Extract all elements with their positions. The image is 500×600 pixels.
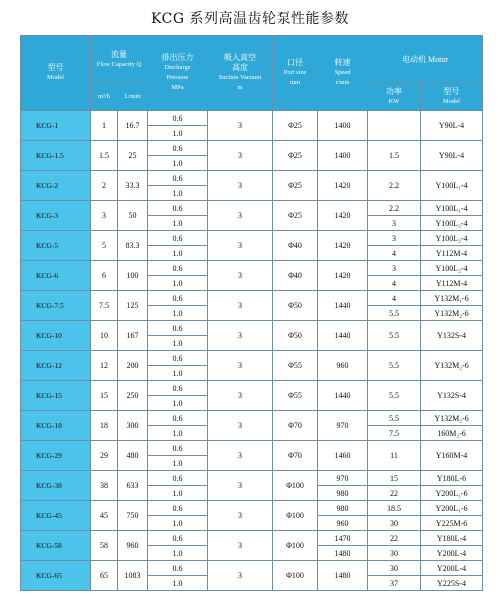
speed-cell: 960	[318, 516, 368, 531]
flow-m3h-cell: 1.5	[91, 141, 118, 171]
model-cell: KCG-65	[21, 561, 91, 591]
motor-model-cell: Y132S-4	[421, 321, 483, 351]
suction-cell: 3	[208, 261, 273, 291]
flow-lmin-cell: 100	[118, 261, 148, 291]
pressure-cell: 1.0	[148, 546, 208, 561]
pressure-cell: 0.6	[148, 531, 208, 546]
port-cell: Φ40	[273, 231, 318, 261]
speed-cell: 1440	[318, 291, 368, 321]
motor-model-cell: Y90L-4	[421, 141, 483, 171]
flow-m3h-cell: 1	[91, 111, 118, 141]
suction-header: 吸入真空 高度 Suction Vacuum m	[208, 36, 273, 111]
pressure-cell: 0.6	[148, 351, 208, 366]
pressure-cell: 0.6	[148, 231, 208, 246]
motor-power-cell: 2.2	[368, 201, 421, 216]
motor-power-cell: 4	[368, 276, 421, 291]
speed-cell: 1400	[318, 141, 368, 171]
flow-lmin-cell: 83.3	[118, 231, 148, 261]
suction-cell: 3	[208, 501, 273, 531]
motor-power-cell: 5.5	[368, 411, 421, 426]
motor-power-cell: 30	[368, 516, 421, 531]
suction-cell: 3	[208, 141, 273, 171]
flow-m3h-cell: 45	[91, 501, 118, 531]
motor-model-cell: Y90L-4	[421, 111, 483, 141]
motor-power-cell: 1.5	[368, 141, 421, 171]
flow-m3h-cell: 10	[91, 321, 118, 351]
motor-power-cell: 30	[368, 546, 421, 561]
motor-power-cell: 4	[368, 291, 421, 306]
pressure-cell: 0.6	[148, 261, 208, 276]
port-header: 口径 Port size mm	[273, 36, 318, 111]
speed-cell: 1420	[318, 231, 368, 261]
pressure-cell: 0.6	[148, 441, 208, 456]
pressure-cell: 1.0	[148, 366, 208, 381]
motor-power-cell: 22	[368, 486, 421, 501]
table-row	[21, 111, 483, 126]
motor-header: 电动机 Motor	[368, 36, 483, 84]
motor-model-cell: Y100L₂-4	[421, 231, 483, 246]
motor-model-cell: Y132M₂-6	[421, 351, 483, 381]
suction-cell: 3	[208, 111, 273, 141]
suction-cell: 3	[208, 231, 273, 261]
suction-cell: 3	[208, 171, 273, 201]
suction-cell: 3	[208, 291, 273, 321]
flow-unit-lmin: L/min	[118, 84, 148, 111]
motor-power-cell: 4	[368, 246, 421, 261]
motor-model-cell: Y132S-4	[421, 381, 483, 411]
flow-m3h-cell: 3	[91, 201, 118, 231]
model-cell: KCG-5	[21, 231, 91, 261]
motor-power-cell: 5.5	[368, 306, 421, 321]
flow-lmin-cell: 167	[118, 321, 148, 351]
flow-m3h-cell: 29	[91, 441, 118, 471]
motor-model-cell: Y180L-6	[421, 471, 483, 486]
speed-cell: 960	[318, 351, 368, 381]
pressure-cell: 1.0	[148, 456, 208, 471]
pressure-cell: 0.6	[148, 411, 208, 426]
port-cell: Φ25	[273, 111, 318, 141]
speed-cell: 1460	[318, 441, 368, 471]
motor-power-cell	[368, 111, 421, 141]
flow-lmin-cell: 250	[118, 381, 148, 411]
port-cell: Φ40	[273, 261, 318, 291]
flow-m3h-cell: 65	[91, 561, 118, 591]
flow-lmin-cell: 1083	[118, 561, 148, 591]
pressure-cell: 1.0	[148, 276, 208, 291]
pressure-cell: 0.6	[148, 381, 208, 396]
port-cell: Φ100	[273, 471, 318, 501]
speed-cell: 1470	[318, 531, 368, 546]
speed-cell: 1400	[318, 111, 368, 141]
table-row	[21, 291, 483, 306]
performance-table	[20, 35, 483, 591]
flow-lmin-cell: 200	[118, 351, 148, 381]
flow-m3h-cell: 2	[91, 171, 118, 201]
motor-power-cell: 3	[368, 231, 421, 246]
pressure-cell: 0.6	[148, 561, 208, 576]
motor-model-cell: Y200L₁-6	[421, 486, 483, 501]
suction-cell: 3	[208, 531, 273, 561]
pressure-cell: 0.6	[148, 201, 208, 216]
motor-model-cell: Y180L-4	[421, 531, 483, 546]
table-row	[21, 171, 483, 186]
pressure-cell: 0.6	[148, 321, 208, 336]
table-row	[21, 561, 483, 576]
suction-cell: 3	[208, 561, 273, 591]
motor-power-cell: 30	[368, 561, 421, 576]
flow-lmin-cell: 16.7	[118, 111, 148, 141]
motor-power-cell: 5.5	[368, 351, 421, 381]
flow-lmin-cell: 125	[118, 291, 148, 321]
suction-cell: 3	[208, 381, 273, 411]
table-body	[21, 111, 483, 591]
table-header	[21, 36, 483, 111]
speed-cell: 980	[318, 486, 368, 501]
port-cell: Φ25	[273, 141, 318, 171]
pressure-cell: 1.0	[148, 216, 208, 231]
speed-cell: 970	[318, 411, 368, 441]
motor-model-cell: Y132M₂-6	[421, 306, 483, 321]
table-row	[21, 141, 483, 156]
motor-model-cell: Y160M-4	[421, 441, 483, 471]
motor-power-cell: 2.2	[368, 171, 421, 201]
model-cell: KCG-18	[21, 411, 91, 441]
motor-model-cell: Y100L₂-4	[421, 216, 483, 231]
pressure-cell: 1.0	[148, 186, 208, 201]
model-cell: KCG-10	[21, 321, 91, 351]
motor-model-cell: Y225M-6	[421, 516, 483, 531]
model-cell: KCG-3	[21, 201, 91, 231]
pressure-cell: 0.6	[148, 291, 208, 306]
flow-m3h-cell: 6	[91, 261, 118, 291]
motor-model-cell: Y100L₁-4	[421, 201, 483, 216]
table-row	[21, 501, 483, 516]
flow-lmin-cell: 300	[118, 411, 148, 441]
pressure-cell: 1.0	[148, 246, 208, 261]
suction-cell: 3	[208, 351, 273, 381]
table-row	[21, 531, 483, 546]
speed-header: 转速 Speed r/min	[318, 36, 368, 111]
flow-m3h-cell: 58	[91, 531, 118, 561]
page-title: KCG 系列高温齿轮泵性能参数	[151, 11, 349, 27]
port-cell: Φ100	[273, 501, 318, 531]
motor-power-cell: 18.5	[368, 501, 421, 516]
pressure-cell: 0.6	[148, 501, 208, 516]
suction-cell: 3	[208, 411, 273, 441]
port-cell: Φ25	[273, 201, 318, 231]
flow-m3h-cell: 18	[91, 411, 118, 441]
motor-power-cell: 15	[368, 471, 421, 486]
flow-lmin-cell: 480	[118, 441, 148, 471]
pressure-cell: 1.0	[148, 126, 208, 141]
model-cell: KCG-1	[21, 111, 91, 141]
port-cell: Φ50	[273, 291, 318, 321]
motor-model-cell: Y200L-4	[421, 561, 483, 576]
pressure-cell: 1.0	[148, 396, 208, 411]
table-row	[21, 381, 483, 396]
flow-m3h-cell: 15	[91, 381, 118, 411]
model-cell: KCG-1.5	[21, 141, 91, 171]
motor-power-cell: 5.5	[368, 321, 421, 351]
port-cell: Φ70	[273, 441, 318, 471]
model-cell: KCG-12	[21, 351, 91, 381]
flow-lmin-cell: 25	[118, 141, 148, 171]
pressure-cell: 0.6	[148, 111, 208, 126]
port-cell: Φ55	[273, 351, 318, 381]
flow-lmin-cell: 50	[118, 201, 148, 231]
table-row	[21, 441, 483, 456]
pressure-header: 排出压力 Discharge Pressure MPa	[148, 36, 208, 111]
speed-cell: 1480	[318, 546, 368, 561]
flow-lmin-cell: 33.3	[118, 171, 148, 201]
flow-m3h-cell: 38	[91, 471, 118, 501]
flow-lmin-cell: 750	[118, 501, 148, 531]
model-cell: KCG-2	[21, 171, 91, 201]
motor-model-cell: Y100L₂-4	[421, 261, 483, 276]
motor-model-cell: Y132M₁-6	[421, 291, 483, 306]
table-row	[21, 201, 483, 216]
motor-model-cell: Y200L₁-6	[421, 501, 483, 516]
model-cell: KCG-7.5	[21, 291, 91, 321]
motor-power-cell: 37	[368, 576, 421, 591]
motor-model-cell: Y112M-4	[421, 276, 483, 291]
motor-power-cell: 3	[368, 261, 421, 276]
table-row	[21, 471, 483, 486]
flow-lmin-cell: 633	[118, 471, 148, 501]
table-row	[21, 231, 483, 246]
flow-header: 流量 Flow Capacity Q	[91, 36, 148, 84]
speed-cell: 1480	[318, 561, 368, 591]
pressure-cell: 1.0	[148, 576, 208, 591]
power-header: 功率 KW	[368, 84, 421, 111]
motor-power-cell: 22	[368, 531, 421, 546]
motor-model-header: 型号 Model	[421, 84, 483, 111]
speed-cell: 1420	[318, 201, 368, 231]
pressure-cell: 0.6	[148, 471, 208, 486]
table-row	[21, 411, 483, 426]
flow-lmin-cell: 960	[118, 531, 148, 561]
port-cell: Φ100	[273, 561, 318, 591]
motor-power-cell: 7.5	[368, 426, 421, 441]
model-cell: KCG-29	[21, 441, 91, 471]
table-row	[21, 261, 483, 276]
speed-cell: 1420	[318, 171, 368, 201]
motor-model-cell: Y112M-4	[421, 246, 483, 261]
flow-m3h-cell: 7.5	[91, 291, 118, 321]
speed-cell: 1440	[318, 321, 368, 351]
pressure-cell: 1.0	[148, 486, 208, 501]
flow-unit-m3h: m³/h	[91, 84, 118, 111]
pressure-cell: 0.6	[148, 141, 208, 156]
motor-model-cell: Y200L-4	[421, 546, 483, 561]
motor-model-cell: Y132M₂-6	[421, 411, 483, 426]
speed-cell: 970	[318, 471, 368, 486]
model-header: 型号 Model	[21, 36, 91, 111]
speed-cell: 980	[318, 501, 368, 516]
speed-cell: 1440	[318, 381, 368, 411]
flow-m3h-cell: 12	[91, 351, 118, 381]
suction-cell: 3	[208, 471, 273, 501]
port-cell: Φ100	[273, 531, 318, 561]
model-cell: KCG-15	[21, 381, 91, 411]
pressure-cell: 1.0	[148, 156, 208, 171]
table-row	[21, 351, 483, 366]
port-cell: Φ50	[273, 321, 318, 351]
table-row	[21, 321, 483, 336]
model-cell: KCG-38	[21, 471, 91, 501]
speed-cell: 1420	[318, 261, 368, 291]
port-cell: Φ55	[273, 381, 318, 411]
pressure-cell: 1.0	[148, 336, 208, 351]
motor-power-cell: 3	[368, 216, 421, 231]
motor-model-cell: 160M₂-6	[421, 426, 483, 441]
motor-model-cell: Y225S-4	[421, 576, 483, 591]
motor-power-cell: 11	[368, 441, 421, 471]
motor-model-cell: Y100L₁-4	[421, 171, 483, 201]
suction-cell: 3	[208, 321, 273, 351]
flow-m3h-cell: 5	[91, 231, 118, 261]
pressure-cell: 0.6	[148, 171, 208, 186]
pressure-cell: 1.0	[148, 306, 208, 321]
suction-cell: 3	[208, 201, 273, 231]
model-cell: KCG-58	[21, 531, 91, 561]
motor-power-cell: 5.5	[368, 381, 421, 411]
port-cell: Φ25	[273, 171, 318, 201]
pressure-cell: 1.0	[148, 516, 208, 531]
suction-cell: 3	[208, 441, 273, 471]
model-cell: KCG-6	[21, 261, 91, 291]
pressure-cell: 1.0	[148, 426, 208, 441]
port-cell: Φ70	[273, 411, 318, 441]
model-cell: KCG-45	[21, 501, 91, 531]
